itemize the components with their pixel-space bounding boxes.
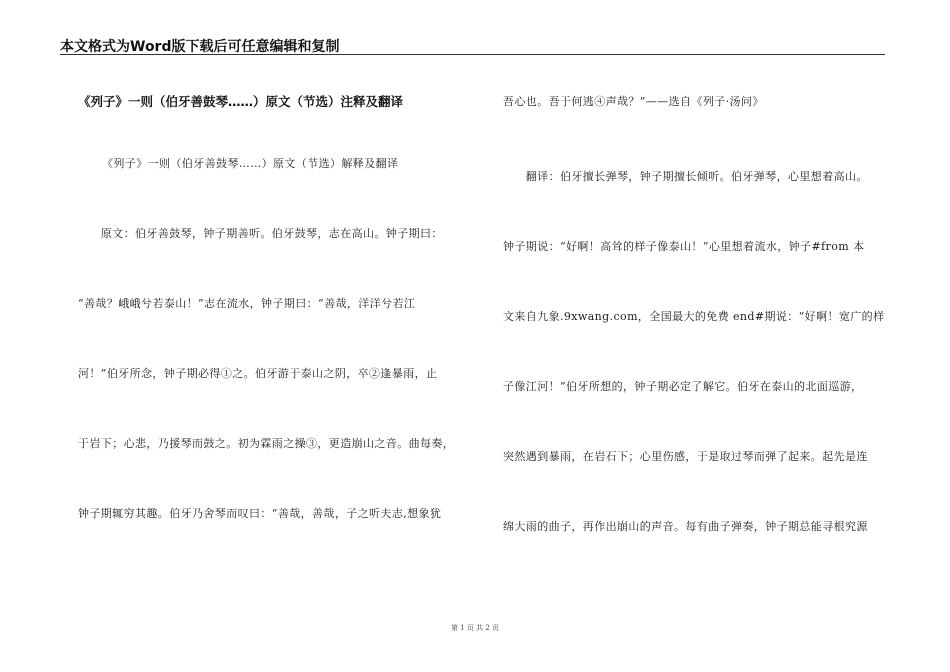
text-line: 原文：伯牙善鼓琴，钟子期善听。伯牙鼓琴，志在高山。钟子期曰： (78, 227, 443, 240)
document-header: 本文格式为Word版下载后可任意编辑和复制 (60, 39, 340, 55)
header-divider (60, 54, 885, 55)
text-line: 钟子期辄穷其趣。伯牙乃舍琴而叹曰：“善哉，善哉，子之听夫志,想象犹 (78, 507, 442, 520)
text-line: 翻译：伯牙擅长弹琴，钟子期擅长倾听。伯牙弹琴，心里想着高山。 (503, 170, 868, 183)
article-subtitle: 《列子》一则（伯牙善鼓琴……）原文（节选）解释及翻译 (102, 157, 399, 170)
text-line: 子像江河！”伯牙所想的，钟子期必定了解它。伯牙在泰山的北面巡游， (503, 380, 863, 393)
text-line: 文来自九象.9xwang.com，全国最大的免费 end#期说：“好啊！宽广的样 (503, 310, 885, 323)
text-line: 钟子期说：“好啊！高耸的样子像泰山！”心里想着流水，钟子#from 本 (503, 240, 865, 253)
text-line: 突然遇到暴雨，在岩石下；心里伤感，于是取过琴而弹了起来。起先是连 (503, 450, 868, 463)
article-title: 《列子》一则（伯牙善鼓琴……）原文（节选）注释及翻译 (78, 94, 404, 109)
text-line: 于岩下；心悲，乃援琴而鼓之。初为霖雨之操③，更造崩山之音。曲每奏， (78, 437, 455, 450)
page-number: 第 1 页 共 2 页 (450, 624, 500, 632)
text-line: 吾心也。吾于何逃④声哉？”——选自《列子·汤问》 (503, 95, 764, 108)
text-line: 河！”伯牙所念，钟子期必得①之。伯牙游于泰山之阴，卒②逢暴雨，止 (78, 367, 438, 380)
text-line: “善哉？峨峨兮若泰山！”志在流水，钟子期曰：“善哉，洋洋兮若江 (78, 297, 416, 310)
left-column (78, 92, 483, 524)
right-column (503, 92, 908, 537)
text-line: 绵大雨的曲子，再作出崩山的声音。每有曲子弹奏，钟子期总能寻根究源 (503, 520, 868, 533)
